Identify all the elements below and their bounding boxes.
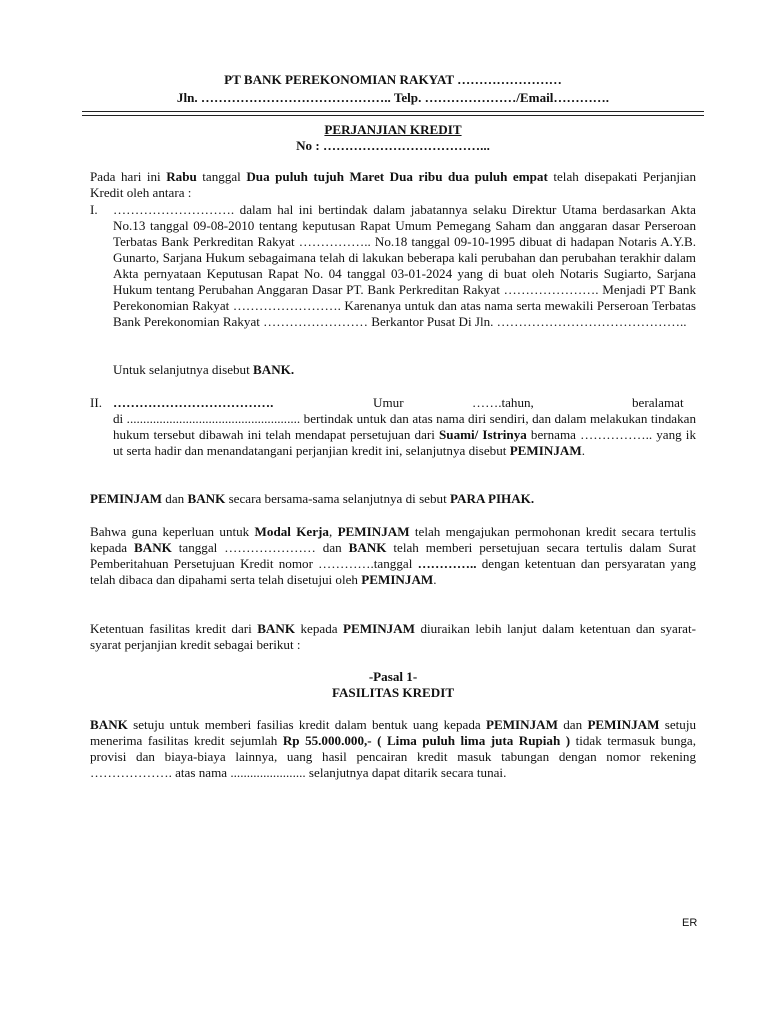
company-name: PT BANK PEREKONOMIAN RAKYAT …………………… [224,72,562,87]
party-two-text: di ..................................................... bertindak untuk dan atas nama diri sendiri, dan dalam melakukan tindakan hukum tersebut dibawah ini telah mendapat persetujuan dari Suami/ Istrinya bernama …………….. yang ik ut serta hadir dan menandatangani perjanjian kredit ini, selanjutnya disebut PEMINJAM. [113,411,696,458]
party-one-marker: I. [90,202,98,217]
party-two-beralamat: beralamat [632,395,684,410]
header-divider-thick [82,111,704,112]
document-title: PERJANJIAN KREDIT [324,122,462,137]
company-address: Jln. …………………………………….. Telp. …………………/Email…………. [176,90,610,105]
modal-kerja-paragraph: Bahwa guna keperluan untuk Modal Kerja, PEMINJAM telah mengajukan permohonan kredit secara tertulis kepada BANK tanggal ………………… dan BANK telah memberi persetujuan secara tertulis dalam Surat Pemberitahuan Persetujuan Kredit nomor ………….tanggal ………….. dengan ketentuan dan persyaratan yang telah dibaca dan dipahami serta telah disetujui oleh PEMINJAM. [90,524,696,587]
pasal-title: FASILITAS KREDIT [331,685,455,700]
ketentuan-paragraph: Ketentuan fasilitas kredit dari BANK kepada PEMINJAM diuraikan lebih lanjut dalam ketentuan dan syarat-syarat perjanjian kredit sebagai berikut : [90,621,696,652]
document-number: No : ………………………………... [296,138,490,153]
intro-paragraph: Pada hari ini Rabu tanggal Dua puluh tujuh Maret Dua ribu dua puluh empat telah disepakati Perjanjian Kredit oleh antara : [90,169,697,200]
header-divider-thin [82,115,704,116]
footer-initials: ER [682,917,698,929]
para-pihak-paragraph: PEMINJAM dan BANK secara bersama-sama selanjutnya di sebut PARA PIHAK. [90,491,535,506]
party-one-closing: Untuk selanjutnya disebut BANK. [113,362,295,377]
party-one-text: ………………………. dalam hal ini bertindak dalam jabatannya selaku Direktur Utama berdasarkan Akta No.13 tanggal 09-08-2010 tentang keputusan Rapat Umum Pemegang Saham dan anggaran dasar Perseroan Terbatas Bank Perkreditan Rakyat …………….. No.18 tanggal 09-10-1995 dibuat di hadapan Notaris A.Y.B. Gunarto, Sarjana Hukum sebagaimana telah di lakukan beberapa kali perubahan dan perubahan terakhir dalam Akta pernyataan Keputusan Rapat No. 04 tanggal 03-01-2024 yang di buat oleh Notaris Sugiarto, Sarjana Hukum tentang Perubahan Anggaran Dasar PT. Bank Perkreditan Rakyat …………………. Menjadi PT Bank Perekonomian Rakyat ……………………. Karenanya untuk dan atas nama serta mewakili Perseroan Terbatas Bank Perekonomian Rakyat …………………… Berkantor Pusat Di Jln. …………………………………….. [113,202,696,329]
party-two-umur: Umur [373,395,404,410]
pasal-number: -Pasal 1- [368,669,418,684]
fasilitas-paragraph: BANK setuju untuk memberi fasilias kredit dalam bentuk uang kepada PEMINJAM dan PEMINJAM setuju menerima fasilitas kredit sejumlah Rp 55.000.000,- ( Lima puluh lima juta Rupiah ) tidak termasuk bunga, provisi dan biaya-biaya lainnya, uang hasil pencairan kredit masuk tabungan dengan nomor rekening ………………. atas nama ....................... selanjutnya dapat ditarik secara tunai. [90,717,697,780]
party-two-tahun: …….tahun, [472,395,534,410]
party-two-marker: II. [90,395,102,410]
party-two-name: ………………………………. [113,395,274,410]
